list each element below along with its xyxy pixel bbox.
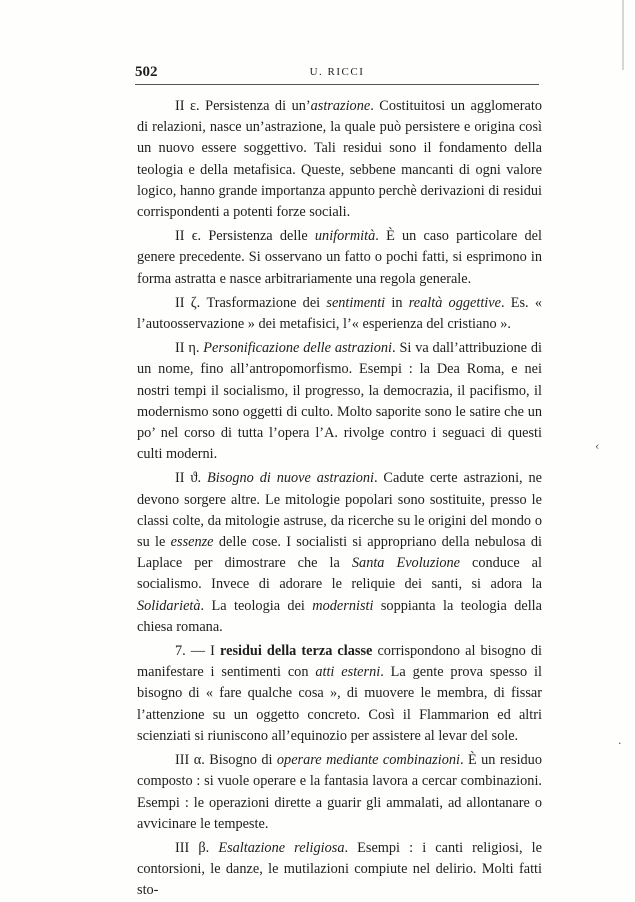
italic-text: Personificazione delle astrazioni (203, 340, 393, 357)
text-run: . Cadute certe astrazioni, ne devono sorgere altre. Le mitologie popolari sono sostituite, presso le classi colte, da mitologie astruse, da ricerche su le origini del mondo o su le (137, 470, 543, 551)
text-run: . La teologia dei (200, 597, 313, 614)
text-run: . È un caso particolare del genere precedente. Si osservano un fatto o pochi fatti, si esprimono in forma astratta e nasce arbitrariamente una regola generale. (137, 228, 542, 287)
italic-text: Solidarietà (137, 597, 201, 614)
text-run: . È un residuo composto : si vuole operare e la fantasia lavora a cercar combinazioni. Esempi : le operazioni dirette a guarir gli ammalati, ad allontanare o avvicinare le tempeste. (137, 752, 542, 832)
text-run: III β. (175, 839, 219, 856)
body-text (137, 96, 542, 902)
text-run: in (385, 294, 409, 311)
italic-text: sentimenti (326, 294, 386, 311)
page-number: 502 (135, 64, 158, 80)
bold-text: residui della terza classe (220, 643, 373, 660)
italic-text: astrazione (310, 98, 371, 114)
text-run: II ϵ. Persistenza delle (175, 228, 315, 245)
text-run: corrispondono al bisogno di manifestare i sentimenti con (137, 643, 542, 681)
italic-text: atti esterni (315, 664, 381, 681)
italic-text: Esaltazione religiosa (218, 839, 345, 856)
text-run: . Si va dall’attribuzione di un nome, fino all’antropomorfismo. Esempi : la Dea Roma, e nei nostri tempi il socialismo, il progresso, la democrazia, il pacifismo, il modernismo sono oggetti di culto. Molto saporite sono le satire che un po’ nel corso di tutta l’opera l’A. rivolge contro i seguaci di questi culti moderni. (137, 340, 542, 463)
italic-text: essenze (170, 534, 214, 551)
running-head: U. RICCI (309, 66, 365, 78)
text-run: II ϑ. (175, 470, 207, 487)
paragraph (137, 226, 542, 290)
margin-mark: · (618, 737, 622, 750)
text-run: . Costituitosi un agglomerato di relazioni, nasce un’astrazione, la quale può persistere e origina così un nuovo essere soggettivo. Tali residui sono il fondamento della teologia e della metafisica. Queste, sebbene mancanti di ogni valore logico, hanno grande importanza appunto perchè derivazioni di residui corrispondenti a potenti forze sociali. (137, 98, 542, 221)
text-run: delle cose. I socialisti si appropriano della nebulosa di Laplace per dimostrare che la (137, 534, 542, 572)
paragraph (137, 838, 542, 902)
text-run: . Esempi : i canti religiosi, le contorsioni, le danze, le mutilazioni compiute nel delirio. Molti fatti sto- (137, 839, 542, 899)
italic-text: realtà oggettive (408, 294, 501, 311)
text-run: . Es. « l’autoosservazione » dei metafisici, l’« esperienza del cristiano ». (137, 294, 543, 333)
text-run: II η. (175, 340, 204, 357)
italic-text: modernisti (312, 597, 374, 614)
italic-text: uniformità (314, 228, 376, 245)
header-rule (135, 84, 539, 85)
paragraph (137, 293, 542, 335)
paragraph (137, 750, 542, 835)
page-header (135, 64, 539, 82)
paragraph (137, 338, 542, 465)
paragraph (137, 641, 542, 747)
italic-text: Santa Evoluzione (351, 555, 461, 572)
text-run: conduce al socialismo. Invece di adorare le reliquie dei santi, si adora la (137, 555, 542, 593)
text-run: III α. Bisogno di (175, 752, 277, 769)
italic-text: Bisogno di nuove astrazioni (206, 470, 374, 487)
text-run: II ε. Persistenza di un’ (175, 98, 311, 114)
margin-mark: ‹ (595, 440, 600, 453)
paragraph (137, 96, 542, 223)
italic-text: operare mediante combinazioni (276, 752, 460, 769)
text-run: soppianta la teologia della chiesa romana. (137, 597, 542, 635)
text-run: . La gente prova spesso il bisogno di « fare qualche cosa », di muovere le membra, di fissar l’attenzione su un oggetto concreto. Così il Flammarion ed altri scienziati si riuniscono all’equinozio per assistere al levar del sole. (137, 664, 542, 744)
text-run: II ζ. Trasformazione dei (175, 294, 327, 311)
scan-edge-line (622, 0, 624, 70)
paragraph (137, 468, 542, 638)
text-run: 7. — I (175, 643, 221, 660)
